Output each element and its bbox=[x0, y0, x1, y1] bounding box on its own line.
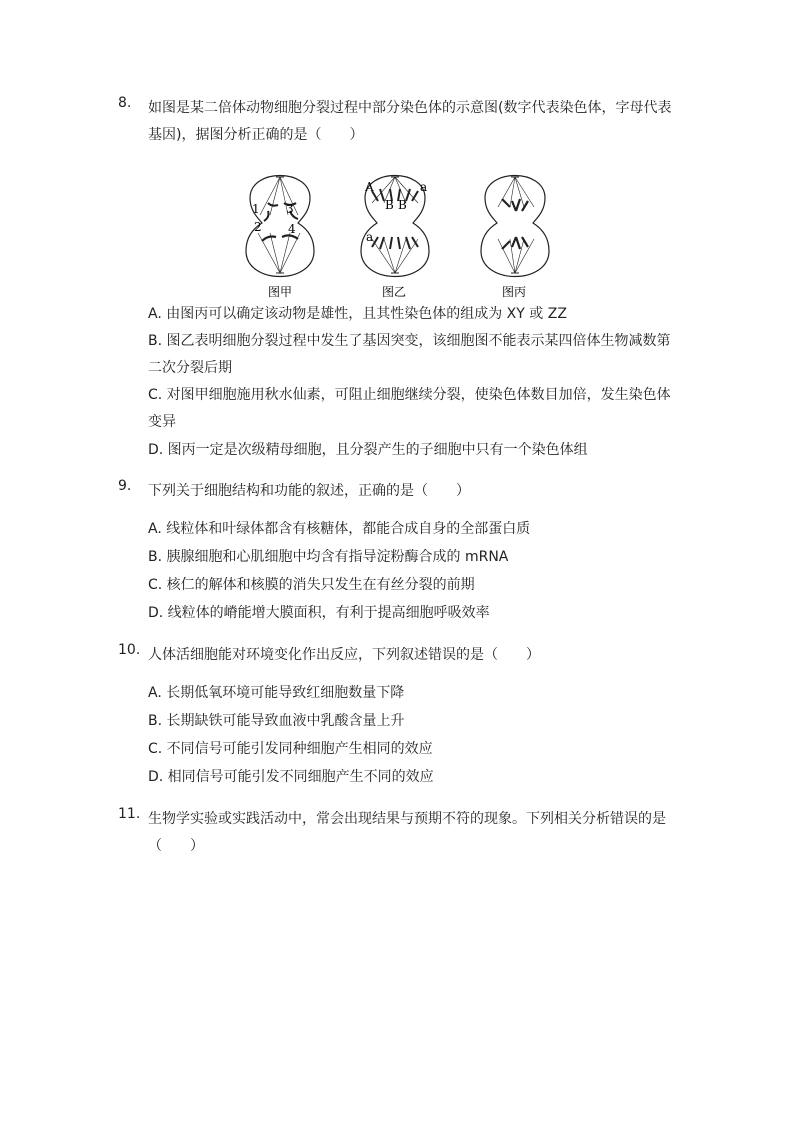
option-a: A. 线粒体和叶绿体都含有核糖体，都能合成自身的全部蛋白质 bbox=[148, 521, 531, 537]
option-b: B. 长期缺铁可能导致血液中乳酸含量上升 bbox=[148, 713, 405, 729]
question-number: 9. bbox=[118, 478, 132, 494]
question-number: 8. bbox=[118, 95, 132, 111]
figure-caption-bing: 图丙 bbox=[502, 285, 527, 299]
question-stem: 下列关于细胞结构和功能的叙述，正确的是（ ） bbox=[148, 483, 470, 499]
question-8 bbox=[118, 95, 678, 149]
figure-caption-jia: 图甲 bbox=[268, 285, 293, 299]
option-c: C. 不同信号可能引发同种细胞产生相同的效应 bbox=[148, 741, 433, 757]
option-d: D. 线粒体的嵴能增大膜面积，有利于提高细胞呼吸效率 bbox=[148, 605, 490, 621]
option-c: C. 对图甲细胞施用秋水仙素，可阻止细胞继续分裂，使染色体数目加倍，发生染色体变异 bbox=[148, 387, 671, 430]
chromosome-label-3: 3 bbox=[286, 202, 294, 216]
gene-label-B-1: B bbox=[385, 198, 394, 212]
cell-division-figures bbox=[240, 163, 560, 303]
chromosome-label-4: 4 bbox=[288, 222, 296, 236]
question-stem: 生物学实验或实践活动中，常会出现结果与预期不符的现象。下列相关分析错误的是（ ） bbox=[148, 811, 666, 854]
option-d: D. 相同信号可能引发不同细胞产生不同的效应 bbox=[148, 769, 434, 785]
chromosome-label-1: 1 bbox=[252, 202, 260, 216]
gene-label-A: A bbox=[365, 180, 374, 194]
figure-bing-cell bbox=[481, 176, 549, 277]
option-a: A. 由图丙可以确定该动物是雄性，且其性染色体的组成为 XY 或 ZZ bbox=[148, 306, 567, 322]
gene-label-B-2: B bbox=[398, 198, 407, 212]
option-b: B. 图乙表明细胞分裂过程中发生了基因突变，该细胞图不能表示某四倍体生物减数第二次分裂后期 bbox=[148, 333, 671, 376]
question-8-options bbox=[118, 300, 678, 464]
gene-label-a-top: a bbox=[420, 180, 428, 194]
option-d: D. 图丙一定是次级精母细胞，且分裂产生的子细胞中只有一个染色体组 bbox=[148, 442, 588, 458]
question-9 bbox=[118, 478, 678, 627]
question-stem: 如图是某二倍体动物细胞分裂过程中部分染色体的示意图(数字代表染色体，字母代表基因)，据图分析正确的是（ ） bbox=[148, 100, 672, 143]
option-c: C. 核仁的解体和核膜的消失只发生在有丝分裂的前期 bbox=[148, 577, 475, 593]
figure-caption-yi: 图乙 bbox=[382, 285, 407, 299]
question-number: 11. bbox=[118, 806, 141, 822]
question-number: 10. bbox=[118, 642, 141, 658]
gene-label-a-bottom: a bbox=[366, 230, 374, 244]
question-stem: 人体活细胞能对环境变化作出反应，下列叙述错误的是（ ） bbox=[148, 647, 540, 663]
question-11 bbox=[118, 806, 678, 860]
option-b: B. 胰腺细胞和心肌细胞中均含有指导淀粉酶合成的 mRNA bbox=[148, 549, 509, 565]
question-10 bbox=[118, 642, 678, 791]
option-a: A. 长期低氧环境可能导致红细胞数量下降 bbox=[148, 685, 405, 701]
chromosome-label-2: 2 bbox=[254, 220, 262, 234]
